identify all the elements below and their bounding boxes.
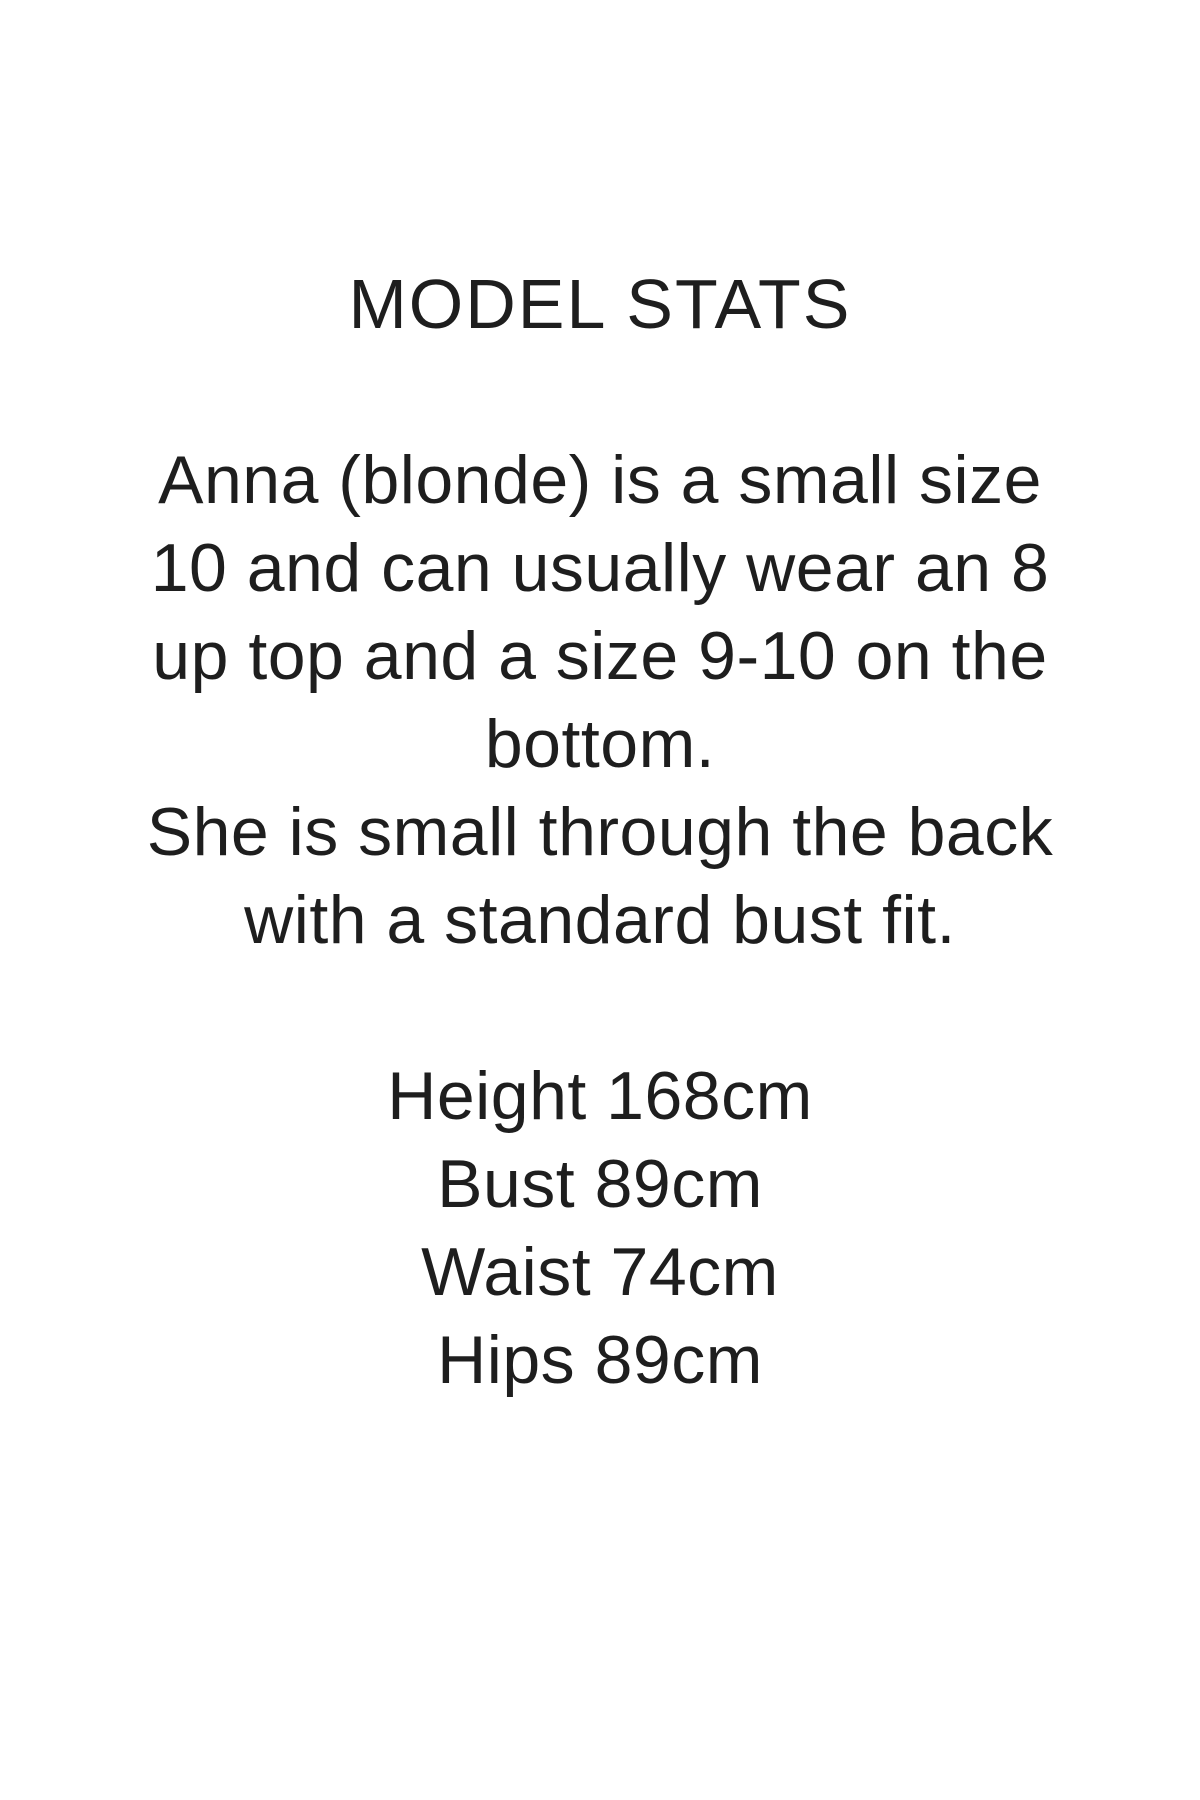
- page-title: MODEL STATS: [348, 265, 852, 343]
- text-line: She is small through the back: [146, 794, 1054, 870]
- text-line: 10 and can usually wear an 8: [150, 530, 1050, 606]
- text-line: Hips 89cm: [437, 1322, 763, 1398]
- text-line: with a standard bust fit.: [244, 882, 956, 958]
- description-stats-gap: [0, 964, 1200, 1052]
- title-description-gap: [0, 348, 1200, 436]
- text-line: Height 168cm: [387, 1058, 813, 1134]
- model-measurements: [0, 1052, 1200, 1404]
- text-line: Bust 89cm: [437, 1146, 763, 1222]
- text-line: Anna (blonde) is a small size: [158, 442, 1042, 518]
- text-line: up top and a size 9-10 on the: [152, 618, 1048, 694]
- text-line: bottom.: [484, 706, 716, 782]
- text-line: Waist 74cm: [421, 1234, 779, 1310]
- model-description: [0, 436, 1200, 964]
